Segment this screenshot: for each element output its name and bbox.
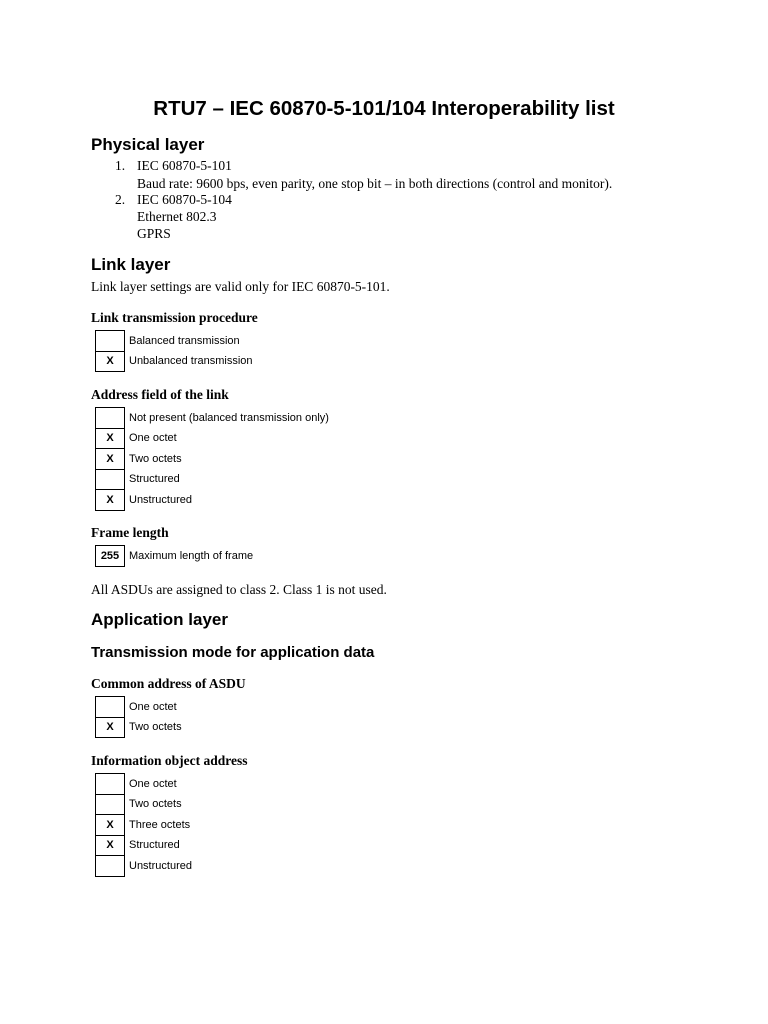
option-checkbox: X — [96, 815, 125, 836]
physical-item-2-number: 2. — [115, 192, 126, 207]
physical-item-1-detail: Baud rate: 9600 bps, even parity, one stop bit – in both directions (control and monitor). — [137, 176, 613, 191]
option-label: One octet — [129, 700, 177, 713]
option-label: One octet — [129, 432, 177, 445]
option-checkbox: X — [96, 835, 125, 856]
option-row — [96, 835, 192, 856]
link-transmission-procedure-heading: Link transmission procedure — [91, 310, 258, 325]
document-title: RTU7 – IEC 60870-5-101/104 Interoperability list — [153, 97, 615, 120]
link-layer-heading: Link layer — [91, 255, 171, 274]
common-address-heading: Common address of ASDU — [91, 676, 246, 691]
option-row — [96, 449, 330, 470]
option-row — [96, 717, 182, 738]
transmission-mode-heading: Transmission mode for application data — [91, 644, 375, 661]
option-label: Balanced transmission — [129, 334, 240, 347]
physical-item-2-title: IEC 60870-5-104 — [137, 192, 232, 207]
option-checkbox — [96, 856, 125, 877]
frame-length-value: 255 — [96, 546, 125, 567]
option-label: Not present (balanced transmission only) — [129, 411, 329, 424]
info-object-address-table — [95, 773, 192, 877]
option-row — [96, 774, 192, 795]
frame-length-heading: Frame length — [91, 525, 169, 540]
option-checkbox — [96, 331, 125, 352]
option-label: Two octets — [129, 452, 182, 465]
option-checkbox — [96, 469, 125, 490]
link-layer-note: Link layer settings are valid only for IEC 60870-5-101. — [91, 279, 390, 294]
physical-item-2-detail-2: GPRS — [137, 226, 171, 241]
option-checkbox — [96, 408, 125, 429]
option-label: Unbalanced transmission — [129, 355, 253, 368]
option-row — [96, 469, 330, 490]
option-row — [96, 856, 192, 877]
option-label: Maximum length of frame — [129, 549, 254, 562]
option-row — [96, 490, 330, 511]
option-checkbox: X — [96, 351, 125, 372]
option-checkbox: X — [96, 449, 125, 470]
option-checkbox: X — [96, 717, 125, 738]
option-checkbox — [96, 774, 125, 795]
option-checkbox: X — [96, 490, 125, 511]
info-object-address-heading: Information object address — [91, 753, 248, 768]
physical-item-1-number: 1. — [115, 158, 126, 173]
option-label: One octet — [129, 777, 177, 790]
option-row — [96, 408, 330, 429]
address-field-table — [95, 407, 330, 511]
option-label: Unstructured — [129, 859, 192, 872]
class-assignment-note: All ASDUs are assigned to class 2. Class 1 is not used. — [91, 582, 387, 597]
option-row — [96, 351, 253, 372]
option-label: Unstructured — [129, 493, 192, 506]
option-checkbox — [96, 697, 125, 718]
address-field-heading: Address field of the link — [91, 387, 229, 402]
option-label: Two octets — [129, 721, 182, 734]
option-row — [96, 697, 182, 718]
option-row — [96, 794, 192, 815]
option-label: Three octets — [129, 818, 191, 831]
option-row — [96, 428, 330, 449]
option-checkbox — [96, 794, 125, 815]
physical-layer-heading: Physical layer — [91, 135, 205, 154]
application-layer-heading: Application layer — [91, 610, 228, 629]
option-row — [96, 331, 253, 352]
link-transmission-procedure-table — [95, 330, 253, 372]
option-label: Structured — [129, 473, 180, 486]
physical-item-2-detail-1: Ethernet 802.3 — [137, 209, 217, 224]
option-row — [96, 546, 254, 567]
option-label: Structured — [129, 839, 180, 852]
option-checkbox: X — [96, 428, 125, 449]
frame-length-table — [95, 545, 253, 567]
common-address-table — [95, 696, 182, 738]
physical-item-1-title: IEC 60870-5-101 — [137, 158, 232, 173]
option-row — [96, 815, 192, 836]
option-label: Two octets — [129, 798, 182, 811]
